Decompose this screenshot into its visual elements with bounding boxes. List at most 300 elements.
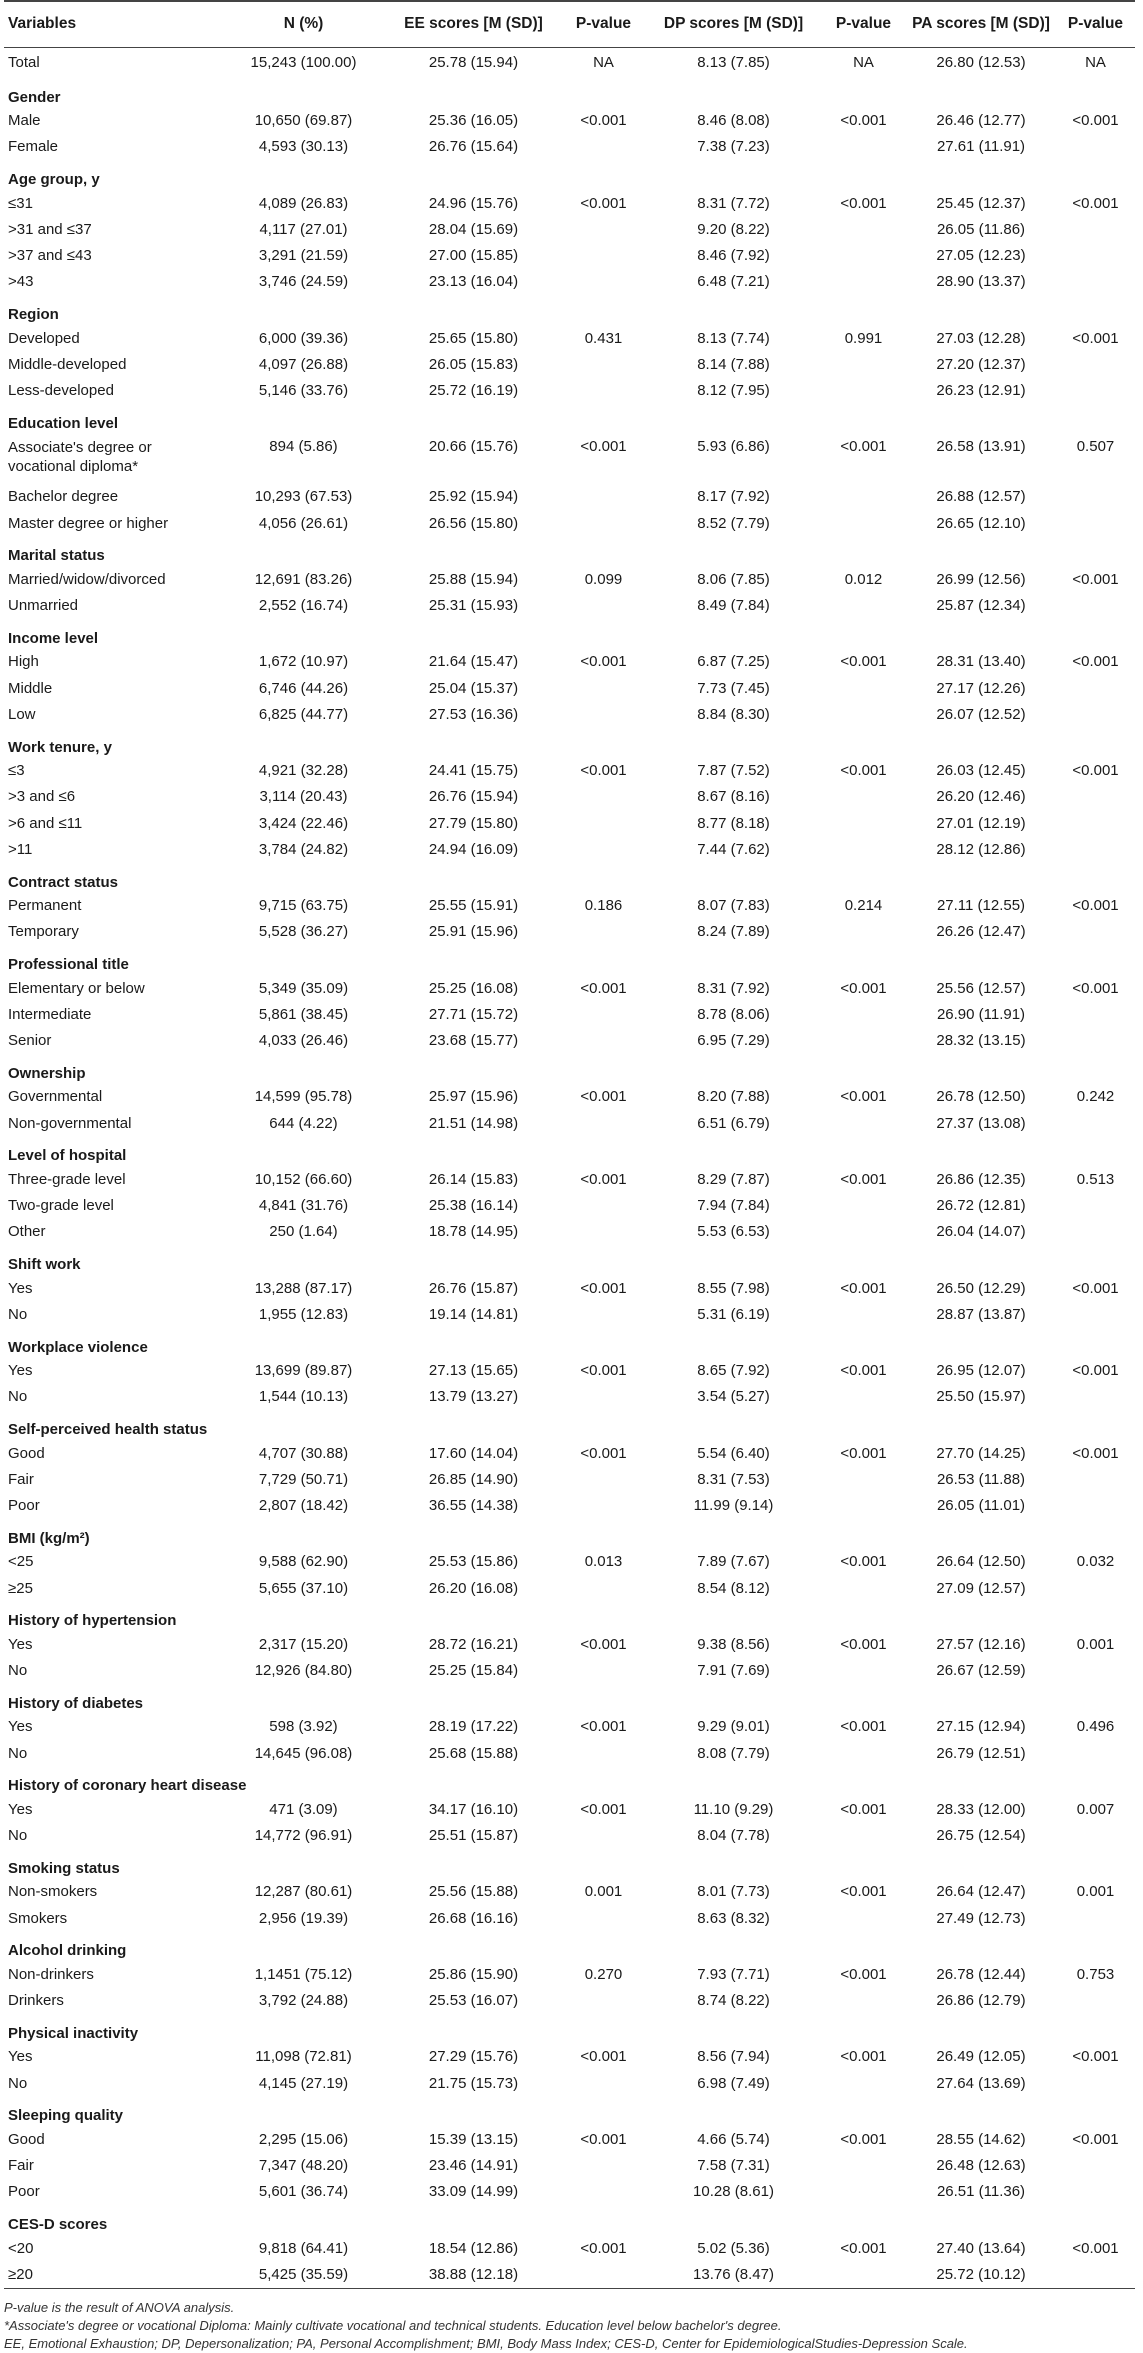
dp-score-cell: 5.31 (6.19) bbox=[697, 1305, 770, 1323]
ee-score-cell: 25.78 (15.94) bbox=[428, 54, 519, 71]
table-row bbox=[4, 836, 1135, 862]
ee-score-cell: 25.65 (15.80) bbox=[428, 329, 519, 347]
ee-score-cell: 25.56 (15.88) bbox=[428, 1883, 519, 1901]
pa-score-cell: 26.20 (12.46) bbox=[936, 788, 1026, 806]
variable-cell: Less-developed bbox=[8, 382, 114, 400]
dp-score-cell: 8.56 (7.94) bbox=[697, 2048, 770, 2066]
ee-score-cell: 26.76 (15.64) bbox=[428, 138, 519, 156]
pa-score-cell: 26.50 (12.29) bbox=[936, 1279, 1026, 1297]
section-header-row bbox=[4, 404, 1135, 434]
dp-score-cell: 8.17 (7.92) bbox=[697, 488, 770, 506]
section-label: Income level bbox=[8, 629, 99, 647]
header-n-percent: N (%) bbox=[221, 1, 386, 47]
section-label: History of hypertension bbox=[8, 1612, 177, 1630]
dp-p-value-cell bbox=[821, 1001, 906, 1027]
table-row bbox=[4, 784, 1135, 810]
pa-score-cell: 28.32 (13.15) bbox=[936, 1032, 1026, 1050]
table-row bbox=[4, 2126, 1135, 2152]
ee-score-cell: 26.05 (15.83) bbox=[428, 355, 519, 373]
section-label: Self-perceived health status bbox=[8, 1421, 208, 1438]
table-row bbox=[4, 1466, 1135, 1492]
dp-p-value-cell bbox=[821, 484, 906, 510]
pa-p-value-cell: <0.001 bbox=[1072, 897, 1119, 915]
ee-p-value-cell bbox=[561, 1001, 646, 1027]
table-row bbox=[4, 675, 1135, 701]
ee-p-value-cell: 0.099 bbox=[584, 570, 623, 588]
ee-p-value-cell bbox=[561, 1193, 646, 1219]
pa-p-value-cell: <0.001 bbox=[1072, 762, 1119, 780]
n-percent-cell: 15,243 (100.00) bbox=[250, 54, 357, 71]
dp-p-value-cell: <0.001 bbox=[840, 979, 887, 997]
section-label: Workplace violence bbox=[8, 1338, 148, 1356]
dp-score-cell: 8.31 (7.72) bbox=[697, 194, 770, 212]
variable-cell: Permanent bbox=[8, 897, 82, 915]
table-row bbox=[4, 2179, 1135, 2205]
ee-p-value-cell: <0.001 bbox=[580, 112, 627, 130]
dp-p-value-cell bbox=[821, 701, 906, 727]
ee-p-value-cell: <0.001 bbox=[580, 1279, 627, 1297]
dp-score-cell: 10.28 (8.61) bbox=[693, 2183, 774, 2201]
n-percent-cell: 6,825 (44.77) bbox=[258, 705, 349, 723]
ee-p-value-cell bbox=[561, 836, 646, 862]
variable-cell: Non-smokers bbox=[8, 1883, 98, 1901]
ee-score-cell: 34.17 (16.10) bbox=[428, 1800, 519, 1818]
ee-score-cell: 19.14 (14.81) bbox=[428, 1305, 519, 1323]
dp-p-value-cell bbox=[821, 378, 906, 404]
ee-score-cell: 26.76 (15.87) bbox=[428, 1279, 519, 1297]
variable-cell: Good bbox=[8, 1444, 45, 1462]
ee-p-value-cell bbox=[561, 1301, 646, 1327]
section-label: Marital status bbox=[8, 547, 105, 565]
variable-cell: Intermediate bbox=[8, 1005, 92, 1023]
dp-p-value-cell bbox=[821, 1658, 906, 1684]
pa-p-value-cell: <0.001 bbox=[1072, 2239, 1119, 2257]
pa-p-value-cell bbox=[1056, 701, 1135, 727]
n-percent-cell: 3,424 (22.46) bbox=[258, 814, 349, 832]
variable-cell: No bbox=[8, 1305, 28, 1323]
table-footnotes bbox=[4, 2299, 1135, 2353]
ee-p-value-cell: 0.013 bbox=[584, 1553, 623, 1571]
n-percent-cell: 7,729 (50.71) bbox=[258, 1470, 349, 1488]
ee-score-cell: 18.54 (12.86) bbox=[428, 2239, 519, 2257]
table-row bbox=[4, 434, 1135, 484]
dp-score-cell: 6.87 (7.25) bbox=[697, 653, 770, 671]
table-row bbox=[4, 1879, 1135, 1905]
variable-cell: >3 and ≤6 bbox=[8, 788, 76, 806]
n-percent-cell: 5,528 (36.27) bbox=[258, 923, 349, 941]
n-percent-cell: 5,425 (35.59) bbox=[221, 2261, 386, 2288]
table-body bbox=[4, 47, 1135, 2288]
variable-cell: ≥20 bbox=[4, 2261, 221, 2288]
section-label: Education level bbox=[8, 414, 119, 432]
ee-score-cell: 33.09 (14.99) bbox=[428, 2183, 519, 2201]
ee-score-cell: 27.29 (15.76) bbox=[428, 2048, 519, 2066]
pa-score-cell: 26.49 (12.05) bbox=[936, 2048, 1026, 2066]
section-header-row bbox=[4, 78, 1135, 108]
header-ee-p-value: P-value bbox=[561, 1, 646, 47]
pa-p-value-cell: 0.001 bbox=[1076, 1883, 1115, 1901]
ee-score-cell: 20.66 (15.76) bbox=[428, 437, 519, 455]
n-percent-cell: 11,098 (72.81) bbox=[255, 2048, 352, 2066]
table-row bbox=[4, 1961, 1135, 1987]
n-percent-cell: 250 (1.64) bbox=[269, 1223, 338, 1241]
n-percent-cell: 12,926 (84.80) bbox=[254, 1662, 353, 1680]
pa-p-value-cell bbox=[1056, 810, 1135, 836]
dp-p-value-cell bbox=[821, 1575, 906, 1601]
variable-cell: Middle bbox=[8, 679, 53, 697]
pa-p-value-cell: 0.753 bbox=[1076, 1965, 1115, 1983]
variable-cell: High bbox=[8, 653, 39, 671]
variable-cell: ≥25 bbox=[8, 1579, 33, 1597]
variable-cell: Poor bbox=[8, 2183, 40, 2201]
n-percent-cell: 1,955 (12.83) bbox=[258, 1305, 349, 1323]
ee-p-value-cell bbox=[561, 1110, 646, 1136]
pa-p-value-cell: <0.001 bbox=[1072, 979, 1119, 997]
ee-score-cell: 24.41 (15.75) bbox=[428, 762, 519, 780]
ee-p-value-cell: <0.001 bbox=[580, 1170, 627, 1188]
pa-score-cell: 26.05 (11.01) bbox=[936, 1497, 1026, 1515]
dp-p-value-cell bbox=[821, 1028, 906, 1054]
section-header-row bbox=[4, 2205, 1135, 2235]
ee-score-cell: 25.72 (16.19) bbox=[428, 382, 519, 400]
pa-score-cell: 26.75 (12.54) bbox=[936, 1827, 1026, 1845]
pa-p-value-cell bbox=[1056, 1193, 1135, 1219]
variable-cell: Two-grade level bbox=[8, 1197, 114, 1215]
dp-p-value-cell bbox=[821, 1193, 906, 1219]
n-percent-cell: 4,117 (27.01) bbox=[259, 220, 348, 238]
variable-cell: Unmarried bbox=[8, 597, 79, 615]
pa-score-cell: 28.12 (12.86) bbox=[936, 840, 1026, 858]
section-header-row bbox=[4, 863, 1135, 893]
dp-p-value-cell bbox=[821, 1110, 906, 1136]
pa-score-cell: 26.80 (12.53) bbox=[936, 54, 1026, 71]
table-row bbox=[4, 2261, 1135, 2288]
pa-p-value-cell: <0.001 bbox=[1072, 570, 1119, 588]
dp-score-cell: 8.52 (7.79) bbox=[697, 514, 770, 532]
n-percent-cell: 14,772 (96.91) bbox=[254, 1827, 353, 1845]
n-percent-cell: 4,841 (31.76) bbox=[258, 1197, 349, 1215]
table-row bbox=[4, 758, 1135, 784]
table-row bbox=[4, 108, 1135, 134]
pa-score-cell: 26.51 (11.36) bbox=[936, 2183, 1026, 2201]
variable-cell: >43 bbox=[8, 273, 34, 291]
variable-cell: Total bbox=[8, 54, 40, 71]
n-percent-cell: 14,645 (96.08) bbox=[254, 1744, 353, 1762]
ee-score-cell: 15.39 (13.15) bbox=[428, 2130, 519, 2148]
footnote-associate-degree: *Associate's degree or vocational Diploma: Mainly cultivate vocational and technical students. Education level below bachelor's degree. bbox=[4, 2317, 782, 2333]
dp-p-value-cell: 0.991 bbox=[844, 329, 883, 347]
n-percent-cell: 1,1451 (75.12) bbox=[254, 1965, 353, 1983]
pa-score-cell: 26.86 (12.79) bbox=[936, 1992, 1026, 2010]
section-header-row bbox=[4, 1054, 1135, 1084]
dp-score-cell: 7.38 (7.23) bbox=[697, 138, 770, 156]
table-row bbox=[4, 1275, 1135, 1301]
table-row bbox=[4, 1631, 1135, 1657]
dp-score-cell: 6.51 (6.79) bbox=[697, 1114, 770, 1132]
ee-score-cell: 25.38 (16.14) bbox=[428, 1197, 519, 1215]
ee-score-cell: 26.68 (16.16) bbox=[428, 1909, 519, 1927]
pa-score-cell: 26.53 (11.88) bbox=[936, 1470, 1026, 1488]
pa-score-cell: 27.17 (12.26) bbox=[936, 679, 1026, 697]
footnote-anova: P-value is the result of ANOVA analysis. bbox=[4, 2299, 235, 2315]
pa-score-cell: 26.90 (11.91) bbox=[936, 1005, 1026, 1023]
dp-score-cell: 8.54 (8.12) bbox=[697, 1579, 770, 1597]
ee-p-value-cell bbox=[561, 510, 646, 536]
ee-p-value-cell bbox=[561, 1905, 646, 1931]
table-row bbox=[4, 1823, 1135, 1849]
dp-p-value-cell: <0.001 bbox=[840, 2239, 887, 2257]
header-variables: Variables bbox=[4, 1, 221, 47]
pa-score-cell: 28.31 (13.40) bbox=[936, 653, 1026, 671]
ee-score-cell: 13.79 (13.27) bbox=[428, 1388, 519, 1406]
pa-p-value-cell: <0.001 bbox=[1072, 1362, 1119, 1380]
pa-p-value-cell bbox=[1056, 1301, 1135, 1327]
header-dp-p-value: P-value bbox=[821, 1, 906, 47]
pa-p-value-cell bbox=[1056, 484, 1135, 510]
section-header-row bbox=[4, 1410, 1135, 1440]
variable-cell: No bbox=[8, 2074, 28, 2092]
dp-p-value-cell bbox=[821, 1988, 906, 2014]
dp-score-cell: 8.84 (8.30) bbox=[697, 705, 770, 723]
pa-score-cell: 26.86 (12.35) bbox=[936, 1170, 1026, 1188]
pa-score-cell: 27.37 (13.08) bbox=[936, 1114, 1026, 1132]
ee-p-value-cell bbox=[561, 134, 646, 160]
variable-cell: Senior bbox=[8, 1032, 52, 1050]
variable-cell: >31 and ≤37 bbox=[8, 220, 92, 238]
ee-p-value-cell: <0.001 bbox=[580, 2048, 627, 2066]
pa-score-cell: 27.40 (13.64) bbox=[936, 2239, 1026, 2257]
dp-score-cell: 6.95 (7.29) bbox=[697, 1032, 770, 1050]
n-percent-cell: 4,097 (26.88) bbox=[258, 355, 349, 373]
pa-p-value-cell: 0.513 bbox=[1076, 1170, 1115, 1188]
table-row bbox=[4, 325, 1135, 351]
dp-p-value-cell bbox=[821, 1823, 906, 1849]
header-dp-scores: DP scores [M (SD)] bbox=[646, 1, 821, 47]
variable-cell: Fair bbox=[8, 1470, 34, 1488]
ee-score-cell: 25.68 (15.88) bbox=[428, 1744, 519, 1762]
dp-p-value-cell bbox=[821, 134, 906, 160]
variable-cell: ≤31 bbox=[8, 194, 33, 212]
header-row bbox=[4, 1, 1135, 47]
table-row bbox=[4, 1193, 1135, 1219]
pa-score-cell: 27.64 (13.69) bbox=[936, 2074, 1026, 2092]
table-row bbox=[4, 2070, 1135, 2096]
ee-score-cell: 25.25 (15.84) bbox=[428, 1662, 519, 1680]
ee-p-value-cell: <0.001 bbox=[580, 1362, 627, 1380]
dp-p-value-cell: <0.001 bbox=[840, 1883, 887, 1901]
dp-score-cell: 7.89 (7.67) bbox=[697, 1553, 770, 1571]
pa-score-cell: 26.79 (12.51) bbox=[936, 1744, 1026, 1762]
total-row bbox=[4, 47, 1135, 78]
ee-p-value-cell: <0.001 bbox=[580, 194, 627, 212]
table-row bbox=[4, 593, 1135, 619]
dp-score-cell: 8.46 (7.92) bbox=[697, 247, 770, 265]
ee-p-value-cell bbox=[561, 2261, 646, 2288]
dp-p-value-cell bbox=[821, 351, 906, 377]
pa-score-cell: 26.48 (12.63) bbox=[936, 2157, 1026, 2175]
dp-score-cell: 11.99 (9.14) bbox=[693, 1497, 774, 1515]
pa-p-value-cell: 0.032 bbox=[1076, 1553, 1115, 1571]
dp-score-cell: 8.04 (7.78) bbox=[697, 1827, 770, 1845]
section-header-row bbox=[4, 619, 1135, 649]
ee-score-cell: 28.72 (16.21) bbox=[428, 1635, 519, 1653]
n-percent-cell: 1,544 (10.13) bbox=[258, 1388, 349, 1406]
pa-score-cell: 26.64 (12.50) bbox=[936, 1553, 1026, 1571]
ee-score-cell: 26.85 (14.90) bbox=[428, 1470, 519, 1488]
dp-p-value-cell: <0.001 bbox=[840, 1279, 887, 1297]
variable-cell: Temporary bbox=[8, 923, 79, 941]
pa-p-value-cell: 0.242 bbox=[1076, 1088, 1115, 1106]
variable-cell: Non-drinkers bbox=[8, 1965, 94, 1983]
variable-cell: Poor bbox=[8, 1497, 40, 1515]
variable-cell: Good bbox=[8, 2130, 45, 2148]
ee-p-value-cell bbox=[561, 1575, 646, 1601]
pa-p-value-cell: 0.507 bbox=[1076, 437, 1115, 455]
n-percent-cell: 4,089 (26.83) bbox=[258, 194, 349, 212]
pa-score-cell: 27.57 (12.16) bbox=[936, 1635, 1026, 1653]
dp-p-value-cell: <0.001 bbox=[840, 2130, 887, 2148]
variable-cell: <25 bbox=[8, 1553, 34, 1571]
dp-score-cell: 8.46 (8.08) bbox=[697, 112, 770, 130]
ee-p-value-cell: <0.001 bbox=[580, 979, 627, 997]
table-row bbox=[4, 484, 1135, 510]
ee-score-cell: 26.76 (15.94) bbox=[428, 788, 519, 806]
dp-score-cell: 7.87 (7.52) bbox=[697, 762, 770, 780]
variable-cell: No bbox=[8, 1388, 28, 1406]
variable-cell: Master degree or higher bbox=[8, 514, 169, 532]
pa-score-cell: 27.70 (14.25) bbox=[936, 1444, 1026, 1462]
variable-cell: Bachelor degree bbox=[8, 488, 119, 506]
dp-p-value-cell bbox=[821, 2070, 906, 2096]
ee-score-cell: 27.00 (15.85) bbox=[428, 247, 519, 265]
pa-score-cell: 27.05 (12.23) bbox=[936, 247, 1026, 265]
n-percent-cell: 4,707 (30.88) bbox=[258, 1444, 349, 1462]
pa-p-value-cell bbox=[1056, 1028, 1135, 1054]
dp-p-value-cell: <0.001 bbox=[840, 1718, 887, 1736]
table-row bbox=[4, 2235, 1135, 2261]
pa-p-value-cell: <0.001 bbox=[1072, 2130, 1119, 2148]
dp-p-value-cell bbox=[821, 784, 906, 810]
n-percent-cell: 3,114 (20.43) bbox=[259, 788, 348, 806]
dp-p-value-cell: 0.012 bbox=[844, 570, 883, 588]
dp-p-value-cell bbox=[821, 1905, 906, 1931]
dp-p-value-cell: <0.001 bbox=[840, 1635, 887, 1653]
pa-p-value-cell bbox=[1056, 1384, 1135, 1410]
dp-score-cell: 8.74 (8.22) bbox=[697, 1992, 770, 2010]
table-row bbox=[4, 269, 1135, 295]
pa-p-value-cell: NA bbox=[1085, 54, 1106, 71]
dp-score-cell: 8.13 (7.74) bbox=[697, 329, 770, 347]
dp-score-cell: 8.13 (7.85) bbox=[697, 54, 770, 71]
pa-score-cell: 28.87 (13.87) bbox=[936, 1305, 1026, 1323]
dp-p-value-cell: <0.001 bbox=[840, 1444, 887, 1462]
pa-score-cell: 26.88 (12.57) bbox=[936, 488, 1026, 506]
dp-score-cell: 13.76 (8.47) bbox=[646, 2261, 821, 2288]
ee-score-cell: 23.13 (16.04) bbox=[428, 273, 519, 291]
table-row bbox=[4, 893, 1135, 919]
dp-score-cell: 8.78 (8.06) bbox=[697, 1005, 770, 1023]
pa-score-cell: 26.03 (12.45) bbox=[936, 762, 1026, 780]
table-header bbox=[4, 1, 1135, 47]
pa-score-cell: 25.72 (10.12) bbox=[906, 2261, 1056, 2288]
ee-score-cell: 25.04 (15.37) bbox=[428, 679, 519, 697]
dp-p-value-cell bbox=[821, 216, 906, 242]
dp-p-value-cell bbox=[821, 675, 906, 701]
ee-score-cell: 25.92 (15.94) bbox=[428, 488, 519, 506]
pa-score-cell: 27.09 (12.57) bbox=[936, 1579, 1026, 1597]
pa-score-cell: 26.78 (12.50) bbox=[936, 1088, 1026, 1106]
pa-score-cell: 27.01 (12.19) bbox=[936, 814, 1026, 832]
n-percent-cell: 4,056 (26.61) bbox=[258, 514, 349, 532]
ee-p-value-cell: <0.001 bbox=[580, 1444, 627, 1462]
dp-p-value-cell bbox=[821, 593, 906, 619]
table-row bbox=[4, 243, 1135, 269]
n-percent-cell: 12,287 (80.61) bbox=[254, 1883, 353, 1901]
section-header-row bbox=[4, 1931, 1135, 1961]
pa-p-value-cell bbox=[1056, 1905, 1135, 1931]
pa-score-cell: 26.64 (12.47) bbox=[936, 1883, 1026, 1901]
section-header-row bbox=[4, 1328, 1135, 1358]
pa-p-value-cell: 0.496 bbox=[1076, 1718, 1115, 1736]
pa-score-cell: 26.72 (12.81) bbox=[936, 1197, 1026, 1215]
pa-p-value-cell bbox=[1056, 510, 1135, 536]
variable-cell: Yes bbox=[8, 1718, 33, 1736]
pa-p-value-cell bbox=[1056, 1740, 1135, 1766]
dp-p-value-cell bbox=[821, 510, 906, 536]
dp-p-value-cell: NA bbox=[853, 54, 874, 71]
ee-score-cell: 27.79 (15.80) bbox=[428, 814, 519, 832]
ee-score-cell: 21.64 (15.47) bbox=[428, 653, 519, 671]
section-header-row bbox=[4, 1849, 1135, 1879]
pa-score-cell: 25.45 (12.37) bbox=[936, 194, 1026, 212]
variable-cell: Yes bbox=[8, 1635, 33, 1653]
dp-p-value-cell: <0.001 bbox=[840, 2048, 887, 2066]
ee-score-cell: 36.55 (14.38) bbox=[428, 1497, 519, 1515]
ee-p-value-cell bbox=[561, 810, 646, 836]
section-label: CES-D scores bbox=[8, 2216, 108, 2233]
variable-cell: Female bbox=[8, 138, 59, 156]
dp-score-cell: 8.14 (7.88) bbox=[697, 355, 770, 373]
ee-p-value-cell bbox=[561, 378, 646, 404]
ee-score-cell: 21.51 (14.98) bbox=[428, 1114, 519, 1132]
dp-score-cell: 8.20 (7.88) bbox=[697, 1088, 770, 1106]
dp-p-value-cell: <0.001 bbox=[840, 1800, 887, 1818]
ee-score-cell: 25.53 (15.86) bbox=[428, 1553, 519, 1571]
section-label: History of coronary heart disease bbox=[8, 1777, 247, 1795]
dp-score-cell: 8.55 (7.98) bbox=[697, 1279, 770, 1297]
table-row bbox=[4, 1301, 1135, 1327]
dp-p-value-cell: <0.001 bbox=[840, 1088, 887, 1106]
ee-p-value-cell bbox=[561, 351, 646, 377]
variable-cell: ≤3 bbox=[8, 762, 25, 780]
dp-score-cell: 9.38 (8.56) bbox=[697, 1635, 770, 1653]
table-row bbox=[4, 1028, 1135, 1054]
variable-cell: >6 and ≤11 bbox=[8, 814, 83, 832]
dp-score-cell: 8.77 (8.18) bbox=[697, 814, 770, 832]
ee-p-value-cell: <0.001 bbox=[580, 653, 627, 671]
n-percent-cell: 6,000 (39.36) bbox=[258, 329, 349, 347]
n-percent-cell: 3,784 (24.82) bbox=[258, 840, 349, 858]
ee-p-value-cell bbox=[561, 484, 646, 510]
pa-p-value-cell bbox=[1056, 2179, 1135, 2205]
dp-score-cell: 8.08 (7.79) bbox=[697, 1744, 770, 1762]
ee-p-value-cell bbox=[561, 2153, 646, 2179]
ee-score-cell: 24.94 (16.09) bbox=[428, 840, 519, 858]
section-header-row bbox=[4, 728, 1135, 758]
ee-p-value-cell bbox=[561, 675, 646, 701]
pa-score-cell: 26.23 (12.91) bbox=[936, 382, 1026, 400]
table-row bbox=[4, 1219, 1135, 1245]
